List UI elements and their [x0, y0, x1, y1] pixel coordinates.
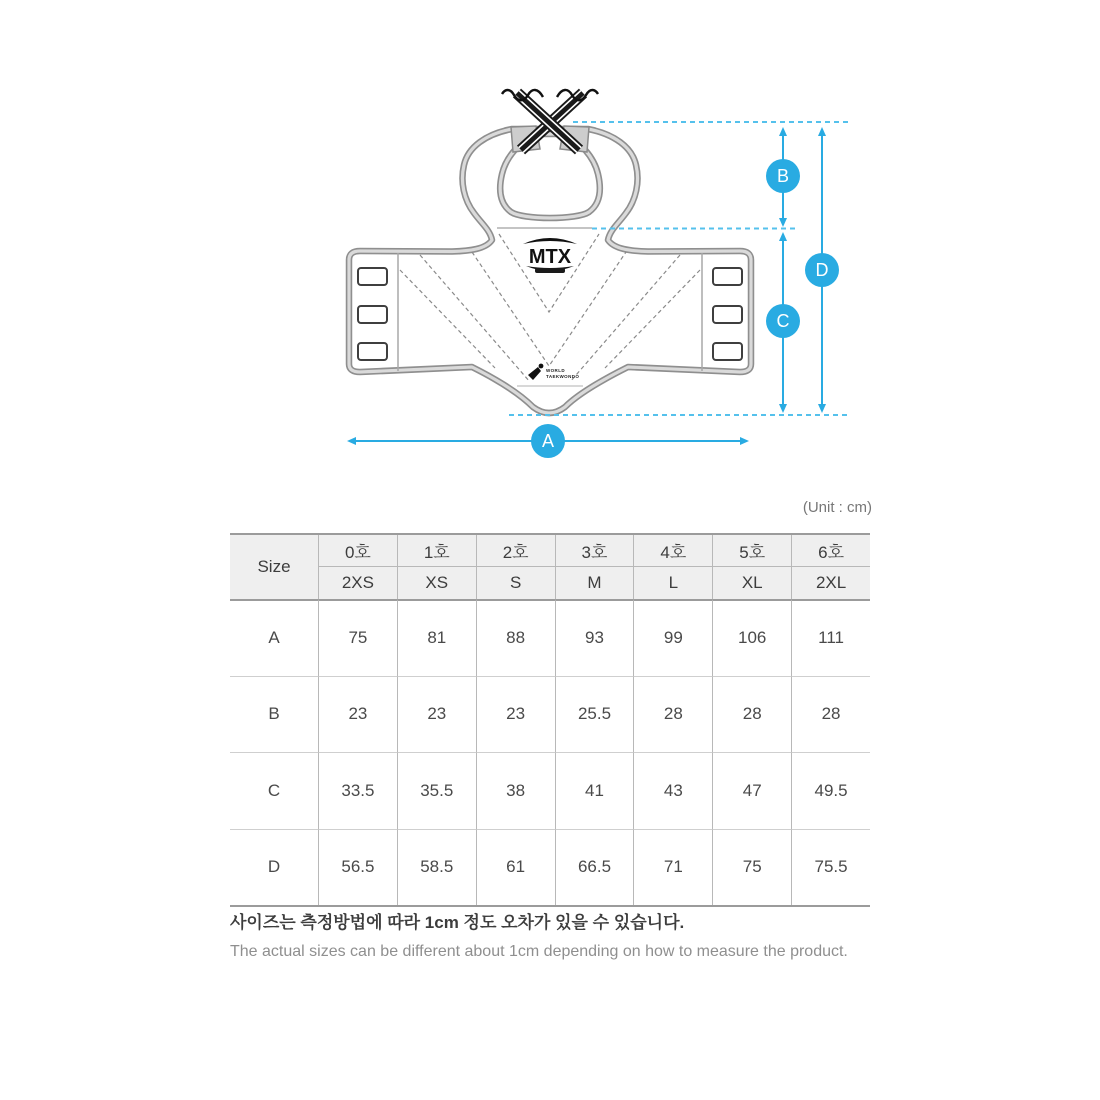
size-intl-cell: XS: [397, 567, 476, 599]
size-table: [230, 533, 870, 907]
size-intl-cell: XL: [712, 567, 791, 599]
size-value-cell: 93: [555, 599, 634, 676]
size-value-cell: 23: [476, 676, 555, 753]
size-intl-cell: M: [555, 567, 634, 599]
wt-logo-line1: WORLD: [546, 368, 565, 373]
size-value-cell: 49.5: [791, 752, 870, 829]
size-value-cell: 75.5: [791, 829, 870, 906]
size-value-cell: 61: [476, 829, 555, 906]
badge-a-label: A: [541, 431, 555, 451]
size-value-cell: 47: [712, 752, 791, 829]
badge-b-label: B: [776, 166, 790, 186]
size-ko-cell: 4호: [633, 535, 712, 567]
row-label: C: [230, 752, 318, 829]
note-korean: 사이즈는 측정방법에 따라 1cm 정도 오차가 있을 수 있습니다.: [230, 913, 685, 932]
size-value-cell: 58.5: [397, 829, 476, 906]
size-value-cell: 28: [712, 676, 791, 753]
badge-d-label: D: [815, 260, 829, 280]
note-english: The actual sizes can be different about 1cm depending on how to measure the product.: [230, 943, 848, 960]
size-value-cell: 106: [712, 599, 791, 676]
size-ko-cell: 3호: [555, 535, 634, 567]
size-intl-cell: S: [476, 567, 555, 599]
unit-label: (Unit : cm): [802, 499, 872, 516]
size-value-cell: 75: [318, 599, 397, 676]
size-intl-cell: 2XS: [318, 567, 397, 599]
size-value-cell: 75: [712, 829, 791, 906]
badge-c-label: C: [776, 311, 790, 331]
size-ko-cell: 1호: [397, 535, 476, 567]
size-header-cell: Size: [230, 535, 318, 599]
size-value-cell: 99: [633, 599, 712, 676]
size-value-cell: 35.5: [397, 752, 476, 829]
size-ko-cell: 6호: [791, 535, 870, 567]
size-value-cell: 66.5: [555, 829, 634, 906]
size-value-cell: 33.5: [318, 752, 397, 829]
row-label: D: [230, 829, 318, 906]
diagram-svg: [0, 0, 1100, 490]
size-ko-cell: 5호: [712, 535, 791, 567]
size-value-cell: 23: [397, 676, 476, 753]
chest-protector-diagram: [0, 0, 1100, 490]
row-label: B: [230, 676, 318, 753]
size-notes: [230, 908, 890, 961]
size-value-cell: 111: [791, 599, 870, 676]
mtx-logo-text: MTX: [528, 246, 572, 268]
size-value-cell: 56.5: [318, 829, 397, 906]
size-value-cell: 71: [633, 829, 712, 906]
size-value-cell: 28: [633, 676, 712, 753]
size-intl-cell: 2XL: [791, 567, 870, 599]
size-ko-cell: 2호: [476, 535, 555, 567]
row-label: A: [230, 599, 318, 676]
size-value-cell: 88: [476, 599, 555, 676]
size-value-cell: 81: [397, 599, 476, 676]
size-value-cell: 25.5: [555, 676, 634, 753]
size-ko-cell: 0호: [318, 535, 397, 567]
wt-logo-line2: TAEKWONDO: [546, 374, 580, 379]
size-value-cell: 23: [318, 676, 397, 753]
size-value-cell: 38: [476, 752, 555, 829]
size-value-cell: 41: [555, 752, 634, 829]
size-value-cell: 43: [633, 752, 712, 829]
size-value-cell: 28: [791, 676, 870, 753]
size-intl-cell: L: [633, 567, 712, 599]
